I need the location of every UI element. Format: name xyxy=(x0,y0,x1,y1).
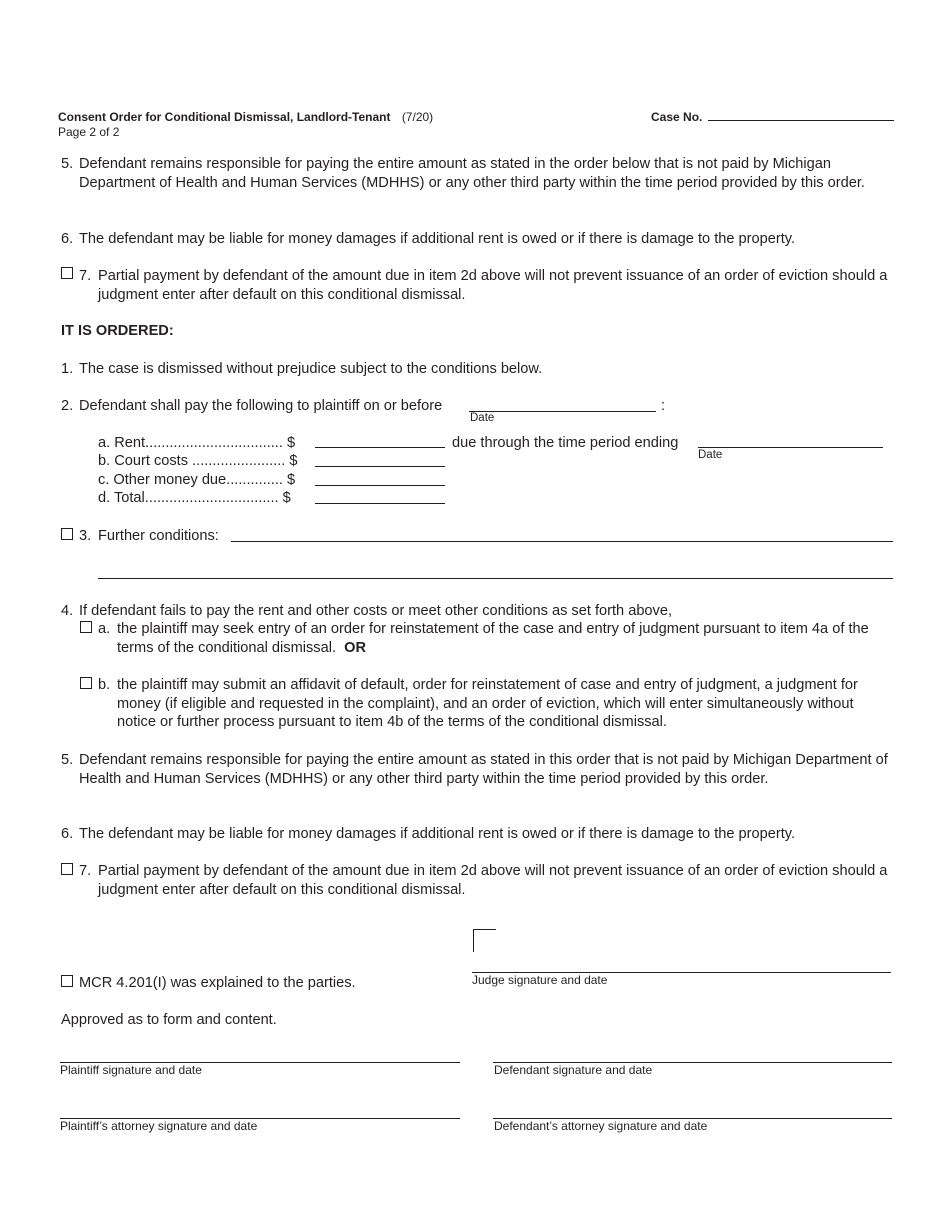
ordered-item-5-text: Defendant remains responsible for paying the entire amount as stated in this order that is not paid by Michigan Department of Health and Human Services (MDHHS) or any other third party within the time period provided by this order. xyxy=(79,752,888,787)
top-item-5-number: 5. xyxy=(61,156,74,172)
case-no-field[interactable] xyxy=(708,120,894,121)
top-item-6-number: 6. xyxy=(61,231,74,247)
payment-total-field[interactable] xyxy=(315,503,445,504)
form-title: Consent Order for Conditional Dismissal, Landlord-Tenant xyxy=(58,110,391,124)
mcr-checkbox[interactable] xyxy=(61,975,73,987)
judge-signature-label: Judge signature and date xyxy=(472,973,608,987)
ordered-item-4-text: If defendant fails to pay the rent and other costs or meet other conditions as set forth above, xyxy=(79,603,673,619)
ordered-item-3-checkbox[interactable] xyxy=(61,528,73,540)
ordered-item-2-number: 2. xyxy=(61,398,74,414)
form-header xyxy=(58,110,433,124)
seal-corner-mark xyxy=(473,929,496,952)
ordered-item-7-text: Partial payment by defendant of the amount due in item 2d above will not prevent issuance of an order of eviction should a judgment enter after default on this conditional dismissal. xyxy=(98,863,888,898)
payment-total-label: d. Total................................. $ xyxy=(98,490,291,506)
case-no-label: Case No. xyxy=(651,110,703,124)
payment-court-costs-field[interactable] xyxy=(315,466,445,467)
ordered-item-6-number: 6. xyxy=(61,826,74,842)
ordered-item-4b-checkbox[interactable] xyxy=(80,677,92,689)
ordered-item-4a-body xyxy=(117,620,887,657)
ordered-item-4b-letter: b. xyxy=(98,677,111,693)
top-item-7-number: 7. xyxy=(79,268,92,284)
defendant-attorney-signature-label: Defendant’s attorney signature and date xyxy=(494,1119,708,1133)
further-conditions-field-1[interactable] xyxy=(231,541,893,542)
ordered-item-6-text: The defendant may be liable for money damages if additional rent is owed or if there is damage to the property. xyxy=(79,826,796,842)
ordered-item-3-text: Further conditions: xyxy=(98,528,219,544)
ordered-heading: IT IS ORDERED: xyxy=(61,323,174,339)
pay-by-date-label: Date xyxy=(470,412,495,424)
ordered-item-2-text: Defendant shall pay the following to plaintiff on or before xyxy=(79,398,443,414)
payment-other-money-label: c. Other money due.............. $ xyxy=(98,472,296,488)
ordered-item-5-number: 5. xyxy=(61,752,74,768)
approved-text: Approved as to form and content. xyxy=(61,1012,277,1028)
ordered-item-1-number: 1. xyxy=(61,361,74,377)
ordered-item-1-text: The case is dismissed without prejudice subject to the conditions below. xyxy=(79,361,543,377)
ordered-item-3-number: 3. xyxy=(79,528,92,544)
through-date-field[interactable] xyxy=(698,447,883,448)
ordered-item-7-checkbox[interactable] xyxy=(61,863,73,875)
top-item-5-text: Defendant remains responsible for paying the entire amount as stated in the order below that is not paid by Michigan Department of Health and Human Services (MDHHS) or any other third party within the time period provided by this order. xyxy=(79,156,865,191)
ordered-item-4b-text: the plaintiff may submit an affidavit of default, order for reinstatement of case and entry of judgment, a judgment for money (if eligible and requested in the complaint), and an order of eviction, which will enter simultaneously without notice or further process pursuant to item 4b of the terms of the conditional dismissal. xyxy=(117,677,858,730)
plaintiff-attorney-signature-label: Plaintiff’s attorney signature and date xyxy=(60,1119,258,1133)
ordered-item-4a-or: OR xyxy=(344,639,366,656)
pay-by-colon: : xyxy=(661,398,666,414)
plaintiff-signature-label: Plaintiff signature and date xyxy=(60,1063,202,1077)
ordered-item-4a-checkbox[interactable] xyxy=(80,621,92,633)
ordered-item-7-number: 7. xyxy=(79,863,92,879)
mcr-text: MCR 4.201(I) was explained to the parties. xyxy=(79,975,356,991)
further-conditions-field-2[interactable] xyxy=(98,578,893,579)
top-item-7-text: Partial payment by defendant of the amount due in item 2d above will not prevent issuance of an order of eviction should a judgment enter after default on this conditional dismissal. xyxy=(98,268,888,303)
form-revision: (7/20) xyxy=(401,110,434,124)
payment-court-costs-label: b. Court costs ....................... $ xyxy=(98,453,298,469)
payment-rent-label: a. Rent.................................. $ xyxy=(98,435,296,451)
top-item-7-checkbox[interactable] xyxy=(61,267,73,279)
payment-rent-field[interactable] xyxy=(315,447,445,448)
top-item-6-text: The defendant may be liable for money damages if additional rent is owed or if there is damage to the property. xyxy=(79,231,796,247)
ordered-item-4a-letter: a. xyxy=(98,621,111,637)
ordered-item-4-number: 4. xyxy=(61,603,74,619)
through-date-label: Date xyxy=(698,449,723,461)
page-number: Page 2 of 2 xyxy=(58,125,120,139)
defendant-signature-label: Defendant signature and date xyxy=(494,1063,653,1077)
ordered-item-4a-text: the plaintiff may seek entry of an order for reinstatement of the case and entry of judgment pursuant to item 4a of the terms of the conditional dismissal. xyxy=(117,621,869,656)
payment-other-money-field[interactable] xyxy=(315,485,445,486)
through-period-text: due through the time period ending xyxy=(452,435,679,451)
pay-by-date-field[interactable] xyxy=(469,411,656,412)
